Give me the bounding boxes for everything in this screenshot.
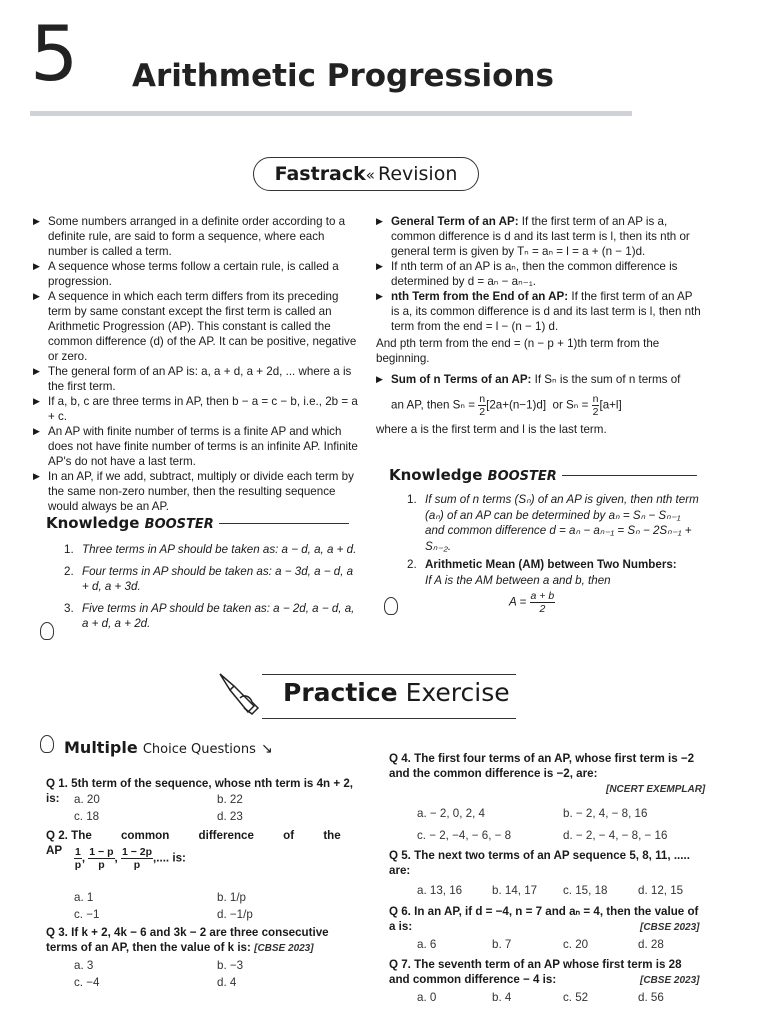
kb-title-a: Knowledge <box>46 514 140 532</box>
right-bullet: ▶ If nth term of an AP is aₙ, then the common difference is determined by d = aₙ − aₙ₋₁. <box>376 259 702 289</box>
knowledge-booster-title <box>46 514 360 532</box>
am-lhs: A = <box>509 595 527 609</box>
practice-rule-bottom <box>262 718 516 719</box>
knowledge-booster-title <box>389 466 703 484</box>
option: a. 13, 16 <box>417 884 463 897</box>
option: d. −1/p <box>217 908 253 921</box>
question-q3 <box>46 925 360 956</box>
option: b. 7 <box>492 938 512 951</box>
left-bullet: ▶ If a, b, c are three terms in AP, then b − a = c − b, i.e., 2b = a + c. <box>33 394 358 424</box>
source-tag: [CBSE 2023] <box>640 922 700 933</box>
left-bullet: ▶ An AP with finite number of terms is a finite AP and which does not have finite number of terms is an infinite AP. Infinite AP's do not have a last term. <box>33 424 358 469</box>
pencil-hand-icon <box>214 668 264 718</box>
question-text: The first four terms of an AP, whose first term is −2 and the common difference is −2, are: <box>389 752 695 780</box>
kb-item-text: If sum of n terms (Sₙ) of an AP is given, then nth term (aₙ) of an AP can be determined by aₙ = Sₙ − Sₙ₋₁ and common difference d = aₙ − aₙ₋₁ = Sₙ − 2Sₙ₋₁ + Sₙ₋₂. <box>425 493 699 553</box>
option: d. − 2, − 4, − 8, − 16 <box>563 829 668 842</box>
bullet-text: If the first term of an AP is a, its common difference is d and its last term is l, then nth term from the end = l − (n − 1) d. <box>391 290 701 333</box>
practice-light: Exercise <box>405 678 510 707</box>
kb-item-heading: Arithmetic Mean (AM) between Two Numbers: <box>425 558 677 571</box>
question-q5 <box>389 848 703 878</box>
option: b. 1/p <box>217 891 247 904</box>
right-bullet <box>376 289 702 334</box>
option: c. 18 <box>74 810 100 823</box>
fraction-den: p <box>133 859 141 871</box>
option: a. 1 <box>74 891 94 904</box>
right-revision-column <box>376 214 702 437</box>
left-bullet: ▶ A sequence in which each term differs from its preceding term by same constant except the first term is called an Arithmetic Progression (AP). This constant is called the common difference (d) of the AP. It can be positive, negative or zero. <box>33 289 358 364</box>
q2-tail: ,.... is: <box>153 851 186 865</box>
option: c. 52 <box>563 991 589 1004</box>
question-number: Q 5. <box>389 849 411 862</box>
kb-divider <box>219 523 349 524</box>
option: d. 4 <box>217 976 237 989</box>
option: a. 3 <box>74 959 94 972</box>
kb-item-number: 2. <box>64 564 74 578</box>
option: b. 4 <box>492 991 512 1004</box>
kb-divider <box>562 475 697 476</box>
question-number: Q 4. <box>389 752 411 765</box>
kb-item <box>64 564 360 595</box>
fraction <box>121 846 153 871</box>
fraction-num: n <box>592 393 599 405</box>
practice-bold: Practice <box>283 678 398 707</box>
bullet-text: If the first term of an AP is a, common difference is d and its last term is l, then its nth or general term is given by Tₙ = aₙ = l = a + (n − 1)d. <box>391 215 690 258</box>
arrow-down-right-icon: ↘ <box>260 741 273 757</box>
mcq-heading <box>64 738 273 757</box>
where-text: where a is the first term and l is the last term. <box>376 423 607 436</box>
left-bullet: ▶ Some numbers arranged in a definite order according to a definite rule, are said to form a sequence, where each number is called a term. <box>33 214 358 259</box>
question-number: Q 1. <box>46 777 68 790</box>
am-formula <box>509 590 703 615</box>
source-tag: [CBSE 2023] <box>640 975 700 986</box>
fraction <box>478 393 486 418</box>
source-tag: [CBSE 2023] <box>254 943 314 954</box>
bullet-heading: nth Term from the End of an AP: <box>391 290 569 303</box>
fraction-num: 1 − p <box>89 846 114 858</box>
question-text: The next two terms of an AP sequence 5, 8, 11, ..... are: <box>389 849 690 877</box>
question-number: Q 7. <box>389 958 411 971</box>
bullet-text: If Sₙ is the sum of n terms of <box>531 373 681 386</box>
left-bullet: ▶ A sequence whose terms follow a certain rule, is called a progression. <box>33 259 358 289</box>
kb-title-a: Knowledge <box>389 466 483 484</box>
fraction <box>530 590 556 615</box>
fraction-num: n <box>479 393 486 405</box>
sum-formula-lhs: an AP, then Sₙ = <box>391 398 476 412</box>
question-number: Q 6. <box>389 905 411 918</box>
fraction-den: p <box>74 859 82 871</box>
mcq-bold: Multiple <box>64 738 138 757</box>
practice-rule-top <box>262 674 516 675</box>
option: c. −1 <box>74 908 100 921</box>
practice-exercise-heading <box>283 678 510 707</box>
question-text: 5th term of the sequence, whose nth term is 4n + 2, is: <box>46 777 354 805</box>
chapter-title: Arithmetic Progressions <box>132 58 554 94</box>
lightbulb-icon <box>40 622 54 640</box>
left-bullet: ▶ In an AP, if we add, subtract, multiply or divide each term by the same non-zero number, then the resulting sequence would always be an AP. <box>33 469 358 514</box>
option: a. − 2, 0, 2, 4 <box>417 807 486 820</box>
left-revision-column <box>33 214 358 514</box>
kb-item <box>64 601 360 632</box>
lightbulb-icon <box>36 733 58 755</box>
option: b. −3 <box>217 959 244 972</box>
chapter-number: 5 <box>30 9 79 98</box>
option: a. 20 <box>74 793 100 806</box>
option: b. − 2, 4, − 8, 16 <box>563 807 648 820</box>
option: d. 28 <box>638 938 664 951</box>
sum-formula <box>391 393 702 418</box>
kb-item-text: Five terms in AP should be taken as: a − 2d, a − d, a, a + d, a + 2d. <box>82 601 355 630</box>
right-bullet <box>376 372 702 387</box>
question-text: If k + 2, 4k − 6 and 3k − 2 are three consecutive terms of an AP, then the value of k is: <box>46 926 329 954</box>
fraction-den: p <box>98 859 105 871</box>
fastrack-revision-badge <box>253 157 479 191</box>
fraction-num: 1 <box>75 846 81 858</box>
kb-title-b: BOOSTER <box>487 469 557 484</box>
question-number: Q 2. <box>46 829 68 842</box>
kb-item <box>64 542 360 558</box>
option: c. 15, 18 <box>563 884 608 897</box>
sum-formula-2: [a+l] <box>599 398 622 412</box>
option: b. 22 <box>217 793 243 806</box>
question-text: The seventh term of an AP whose first term is 28 and common difference − 4 is: <box>389 958 682 986</box>
kb-item-number: 1. <box>64 543 74 556</box>
source-tag: [NCERT EXEMPLAR] <box>606 784 706 795</box>
question-text: In an AP, if d = −4, n = 7 and aₙ = 4, then the value of a is: <box>389 905 699 933</box>
option: d. 12, 15 <box>638 884 684 897</box>
question-number: Q 3. <box>46 926 68 939</box>
left-bullet: ▶ The general form of an AP is: a, a + d, a + 2d, ... where a is the first term. <box>33 364 358 394</box>
knowledge-booster-right <box>389 466 703 615</box>
option: d. 23 <box>217 810 243 823</box>
bullet-heading: Sum of n Terms of an AP: <box>391 373 532 386</box>
kb-item: 1. If sum of n terms (Sₙ) of an AP is given, then nth term (aₙ) of an AP can be determined by aₙ = Sₙ − Sₙ₋₁ and common difference d = aₙ − aₙ₋₁ = Sₙ − 2Sₙ₋₁ + Sₙ₋₂. <box>407 493 699 553</box>
fastrack-mark: « <box>365 166 375 184</box>
option: a. 0 <box>417 991 437 1004</box>
option: c. −4 <box>74 976 100 989</box>
question-q4 <box>389 751 703 781</box>
sum-formula-1: [2a+(n−1)d] <box>486 398 547 412</box>
kb-item-number: 3. <box>64 601 74 615</box>
lightbulb-icon <box>384 597 398 615</box>
q2-fraction-sequence: $\frac{1}{p}$ , $\frac{1 - p}{p}$ , $\frac{1 - 2p}{p}$ ,.... is: <box>74 846 186 871</box>
fraction <box>74 846 82 871</box>
option: a. 6 <box>417 938 437 951</box>
kb-item-text: Four terms in AP should be taken as: a − 3d, a − d, a + d, a + 3d. <box>82 564 354 593</box>
fraction-den: 2 <box>539 603 546 615</box>
option: c. 20 <box>563 938 589 951</box>
knowledge-booster-left <box>46 514 360 632</box>
option: d. 56 <box>638 991 664 1004</box>
pth-term-text: And pth term from the end = (n − p + 1)th term from the beginning. <box>376 337 660 365</box>
kb-item-text: Three terms in AP should be taken as: a − d, a, a + d. <box>82 543 357 556</box>
right-bullet <box>376 214 702 259</box>
fraction-den: 2 <box>479 406 486 418</box>
fastrack-brand: Fastrack <box>274 163 366 185</box>
kb-title-b: BOOSTER <box>144 517 214 532</box>
kb-item: 2. Arithmetic Mean (AM) between Two Numbers: <box>407 558 677 571</box>
mcq-light: Choice Questions <box>142 742 256 757</box>
fraction-num: a + b <box>530 590 555 602</box>
option: c. − 2, −4, − 6, − 8 <box>417 829 512 842</box>
question-text: The common difference of the AP <box>46 829 341 857</box>
option: b. 14, 17 <box>492 884 538 897</box>
title-rule <box>30 111 632 116</box>
fastrack-label: Revision <box>377 163 458 185</box>
fraction-den: 2 <box>592 406 599 418</box>
sum-formula-or: or Sₙ = <box>552 398 589 412</box>
fraction-num: 1 − 2p <box>121 846 153 858</box>
bullet-heading: General Term of an AP: <box>391 215 519 228</box>
kb-item-text: If A is the AM between a and b, then <box>425 573 611 587</box>
fraction <box>88 846 114 871</box>
